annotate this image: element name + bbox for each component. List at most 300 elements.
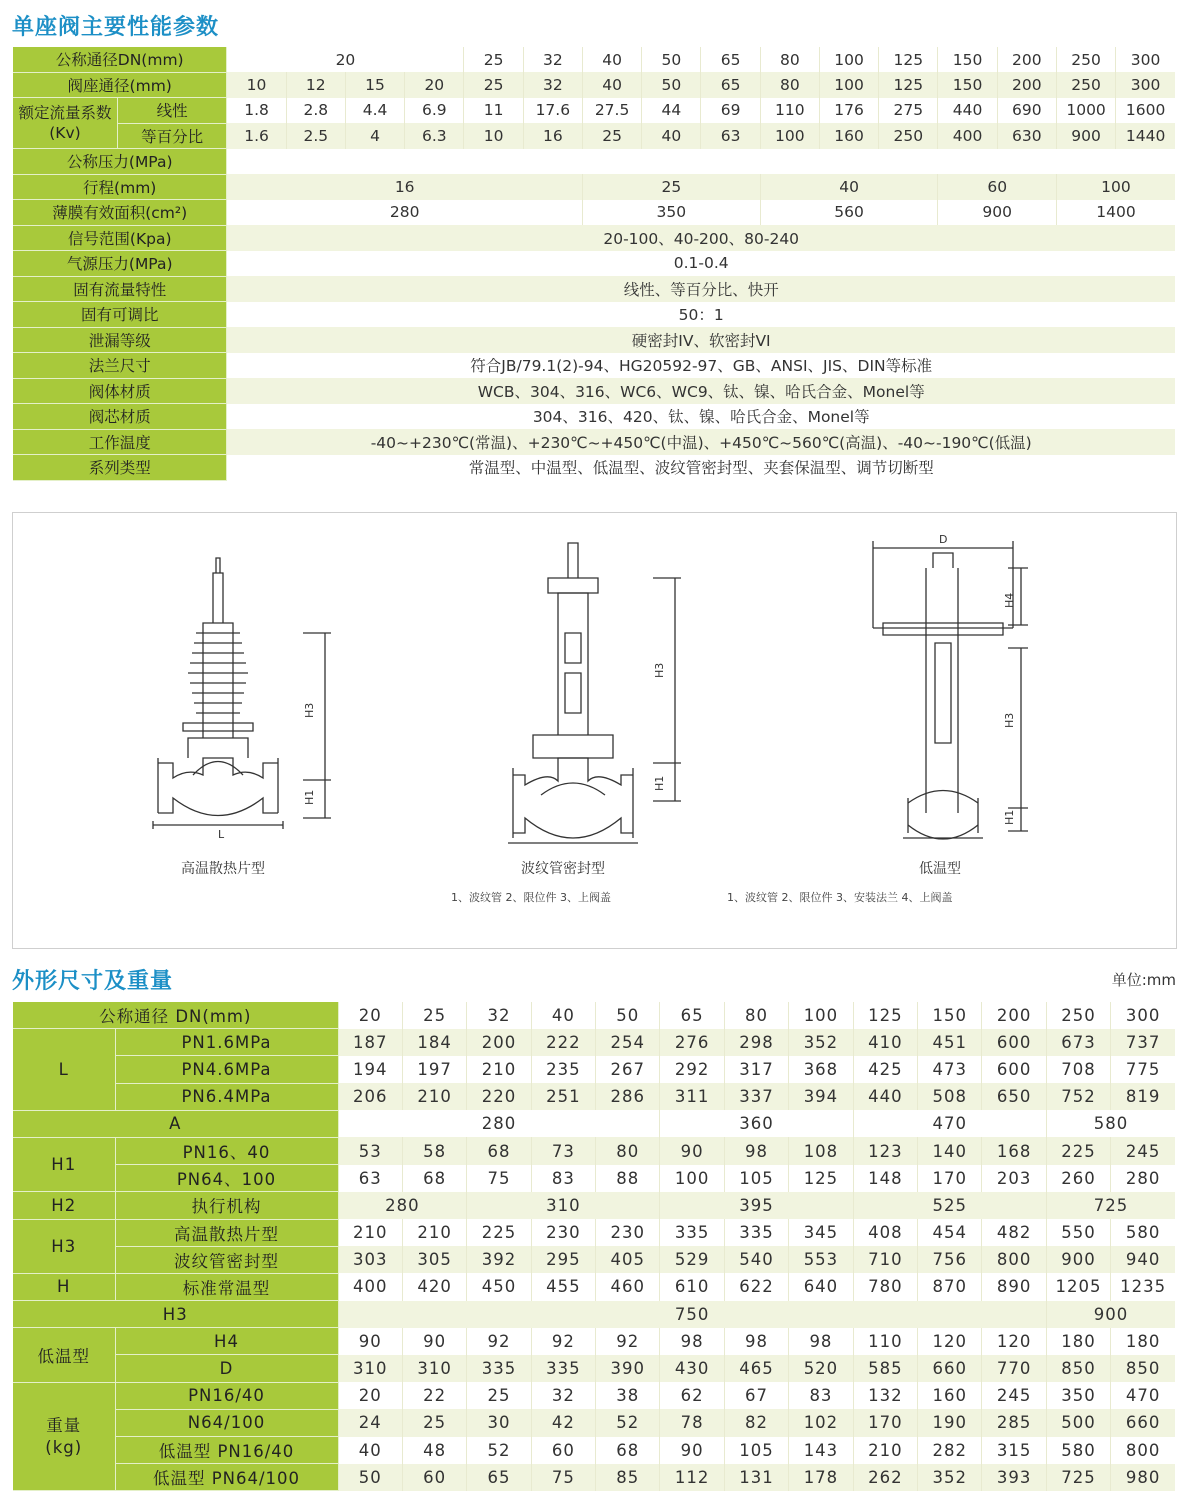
table-cell: 30 xyxy=(467,1409,531,1436)
table-cell: 285 xyxy=(982,1409,1046,1436)
table-cell: 100 xyxy=(819,47,878,72)
table-cell: 980 xyxy=(1111,1464,1175,1491)
row-sub-label: 执行机构 xyxy=(115,1192,338,1219)
group-label: 重量 (kg) xyxy=(13,1382,115,1491)
table-cell: 125 xyxy=(879,47,938,72)
table-cell: 63 xyxy=(701,123,760,149)
row-sub-label: PN16、40 xyxy=(115,1137,338,1164)
table-cell: 170 xyxy=(853,1409,917,1436)
table-cell: 203 xyxy=(982,1165,1046,1192)
table-cell: 88 xyxy=(596,1165,660,1192)
table-cell: 300 xyxy=(1116,47,1175,72)
table-cell: 80 xyxy=(724,1002,788,1029)
table-cell: 317 xyxy=(724,1056,788,1083)
diagram-caption: 波纹管密封型 xyxy=(521,861,605,877)
row-label: 阀体材质 xyxy=(13,378,227,404)
table-cell: 750 xyxy=(338,1301,1046,1328)
table-cell: 68 xyxy=(596,1437,660,1464)
table-cell: 0.1-0.4 xyxy=(227,251,1175,277)
table-cell: 102 xyxy=(789,1409,853,1436)
table-cell: 1.6 xyxy=(227,123,286,149)
table-row xyxy=(13,72,1175,98)
table-cell: 120 xyxy=(918,1328,982,1355)
row-sub-label: 低温型 PN64/100 xyxy=(115,1464,338,1491)
table-cell: 622 xyxy=(724,1273,788,1300)
table-cell: 50 xyxy=(642,72,701,98)
table-cell: 210 xyxy=(338,1219,402,1246)
table-cell: 98 xyxy=(660,1328,724,1355)
table-cell: 673 xyxy=(1046,1029,1110,1056)
table-cell: 600 xyxy=(982,1056,1046,1083)
row-label: 气源压力(MPa) xyxy=(13,251,227,277)
table-cell: 90 xyxy=(660,1137,724,1164)
header-label: 公称通径 DN(mm) xyxy=(13,1002,338,1029)
row-sub-label: D xyxy=(115,1355,338,1382)
table-cell: 262 xyxy=(853,1464,917,1491)
table-cell: 737 xyxy=(1111,1029,1175,1056)
table-cell: 220 xyxy=(467,1083,531,1110)
table-cell: 775 xyxy=(1111,1056,1175,1083)
table-cell: 425 xyxy=(853,1056,917,1083)
table-cell: 300 xyxy=(1111,1002,1175,1029)
table-cell: 17.6 xyxy=(523,98,582,124)
table-cell: 254 xyxy=(596,1029,660,1056)
unit-label: 单位:mm xyxy=(1111,971,1176,989)
table-row xyxy=(13,149,1175,175)
table-cell: 6.9 xyxy=(405,98,464,124)
table-cell: 148 xyxy=(853,1165,917,1192)
table-cell: 65 xyxy=(660,1002,724,1029)
table-cell: 40 xyxy=(760,174,938,200)
table-cell: 112 xyxy=(660,1464,724,1491)
row-sub-label: 线性 xyxy=(117,98,226,124)
table-cell: 337 xyxy=(724,1083,788,1110)
table-row xyxy=(13,404,1175,430)
table-cell: 32 xyxy=(467,1002,531,1029)
table-cell: 310 xyxy=(467,1192,660,1219)
row-label: 公称压力(MPa) xyxy=(13,149,227,175)
row-label: 行程(mm) xyxy=(13,174,227,200)
table-row xyxy=(13,1273,1175,1300)
table-cell: 222 xyxy=(531,1029,595,1056)
row-sub-label: PN16/40 xyxy=(115,1382,338,1409)
table-cell: 350 xyxy=(582,200,760,226)
dim-label: H4 xyxy=(1003,592,1016,608)
table-cell: 1235 xyxy=(1111,1273,1175,1300)
table-cell: 305 xyxy=(402,1246,466,1273)
table-cell: 282 xyxy=(918,1437,982,1464)
table-row xyxy=(13,47,1175,72)
table-cell: 690 xyxy=(997,98,1056,124)
table-cell: 176 xyxy=(819,98,878,124)
table-cell: 280 xyxy=(1111,1165,1175,1192)
table-row xyxy=(13,429,1175,455)
table-cell: 60 xyxy=(531,1437,595,1464)
table-cell: 25 xyxy=(464,72,523,98)
table-cell: 197 xyxy=(402,1056,466,1083)
table-row xyxy=(13,1029,1175,1056)
table-cell: WCB、304、316、WC6、WC9、钛、镍、哈氏合金、Monel等 xyxy=(227,378,1175,404)
table-cell: 230 xyxy=(531,1219,595,1246)
table-cell: 451 xyxy=(918,1029,982,1056)
table-cell: 90 xyxy=(402,1328,466,1355)
dim-label: D xyxy=(939,533,948,546)
table-cell: 100 xyxy=(1056,174,1175,200)
table-cell: 206 xyxy=(338,1083,402,1110)
table-cell: 53 xyxy=(338,1137,402,1164)
table-cell: 280 xyxy=(338,1192,467,1219)
table-cell: 420 xyxy=(402,1273,466,1300)
table-cell: 98 xyxy=(724,1137,788,1164)
table-cell: 90 xyxy=(338,1328,402,1355)
table-cell: 335 xyxy=(531,1355,595,1382)
table-cell: 210 xyxy=(402,1083,466,1110)
table-cell: 75 xyxy=(467,1165,531,1192)
table-cell: 250 xyxy=(1056,72,1115,98)
table-cell: 390 xyxy=(596,1355,660,1382)
table-cell: 780 xyxy=(853,1273,917,1300)
row-sub-label: H4 xyxy=(115,1328,338,1355)
table-cell: 22 xyxy=(402,1382,466,1409)
group-label: H xyxy=(13,1273,115,1300)
row-sub-label: PN6.4MPa xyxy=(115,1083,338,1110)
table-cell: 52 xyxy=(467,1437,531,1464)
table-cell: 11 xyxy=(464,98,523,124)
row-sub-label: PN4.6MPa xyxy=(115,1056,338,1083)
table-cell: 752 xyxy=(1046,1083,1110,1110)
table-cell: 710 xyxy=(853,1246,917,1273)
table-cell: 25 xyxy=(582,174,760,200)
table-cell: 470 xyxy=(853,1110,1046,1137)
table-cell: 311 xyxy=(660,1083,724,1110)
table-cell: 73 xyxy=(531,1137,595,1164)
table-cell: 160 xyxy=(819,123,878,149)
table-cell: 819 xyxy=(1111,1083,1175,1110)
table-cell: 50 xyxy=(338,1464,402,1491)
table-cell: 25 xyxy=(402,1409,466,1436)
table-cell: 67 xyxy=(724,1382,788,1409)
table-cell: 符合JB/79.1(2)-94、HG20592-97、GB、ANSI、JIS、DIN等标准 xyxy=(227,353,1175,379)
table-cell: 123 xyxy=(853,1137,917,1164)
table-cell: 410 xyxy=(853,1029,917,1056)
table-cell: 508 xyxy=(918,1083,982,1110)
table-cell: 105 xyxy=(724,1165,788,1192)
table-cell: 140 xyxy=(918,1137,982,1164)
table-cell: 27.5 xyxy=(582,98,641,124)
table-cell: 580 xyxy=(1046,1437,1110,1464)
table-cell: 16 xyxy=(227,174,583,200)
table-row xyxy=(13,98,1175,124)
performance-table xyxy=(13,47,1175,481)
table-cell: 335 xyxy=(660,1219,724,1246)
table-cell: 200 xyxy=(982,1002,1046,1029)
table-cell: 460 xyxy=(596,1273,660,1300)
table-cell: 280 xyxy=(338,1110,660,1137)
row-label: 固有流量特性 xyxy=(13,276,227,302)
table-cell: 24 xyxy=(338,1409,402,1436)
table-cell: 200 xyxy=(997,47,1056,72)
table-cell: 310 xyxy=(338,1355,402,1382)
table-cell: 276 xyxy=(660,1029,724,1056)
section1-title: 单座阀主要性能参数 xyxy=(12,15,220,40)
table-cell: 708 xyxy=(1046,1056,1110,1083)
table-cell: 800 xyxy=(1111,1437,1175,1464)
table-cell: 335 xyxy=(467,1355,531,1382)
table-cell: 392 xyxy=(467,1246,531,1273)
table-row xyxy=(13,302,1175,328)
table-cell: 32 xyxy=(531,1382,595,1409)
table-cell: 900 xyxy=(1046,1246,1110,1273)
table-cell: 251 xyxy=(531,1083,595,1110)
table-cell: 2.5 xyxy=(286,123,345,149)
table-cell: 275 xyxy=(879,98,938,124)
group-label: H3 xyxy=(13,1219,115,1273)
row-label: 泄漏等级 xyxy=(13,327,227,353)
table-cell: 529 xyxy=(660,1246,724,1273)
dim-label: L xyxy=(218,828,225,841)
table-cell: 44 xyxy=(642,98,701,124)
table-cell: 90 xyxy=(660,1437,724,1464)
table-cell: 482 xyxy=(982,1219,1046,1246)
table-cell: 69 xyxy=(701,98,760,124)
table-cell: 20-100、40-200、80-240 xyxy=(227,225,1175,251)
table-cell: 230 xyxy=(596,1219,660,1246)
table-row xyxy=(13,1437,1175,1464)
row-sub-label: N64/100 xyxy=(115,1409,338,1436)
row-sub-label: 标准常温型 xyxy=(115,1273,338,1300)
table-cell: 132 xyxy=(853,1382,917,1409)
table-cell: 68 xyxy=(402,1165,466,1192)
table-cell: 180 xyxy=(1111,1328,1175,1355)
table-cell: 405 xyxy=(596,1246,660,1273)
table-cell: 92 xyxy=(596,1328,660,1355)
table-row xyxy=(13,1165,1175,1192)
table-cell: 65 xyxy=(701,72,760,98)
table-cell: 352 xyxy=(918,1464,982,1491)
table-cell: 85 xyxy=(596,1464,660,1491)
table-cell: 4 xyxy=(345,123,404,149)
table-cell: 360 xyxy=(660,1110,853,1137)
table-cell: 1.8 xyxy=(227,98,286,124)
table-row xyxy=(13,1464,1175,1491)
table-cell: 68 xyxy=(467,1137,531,1164)
table-cell: 394 xyxy=(789,1083,853,1110)
table-cell: 150 xyxy=(918,1002,982,1029)
table-cell: 450 xyxy=(467,1273,531,1300)
table-cell: 310 xyxy=(402,1355,466,1382)
table-cell: 硬密封IV、软密封VI xyxy=(227,327,1175,353)
table-cell: 40 xyxy=(582,72,641,98)
table-cell: 110 xyxy=(760,98,819,124)
table-row xyxy=(13,251,1175,277)
table-cell: 1205 xyxy=(1046,1273,1110,1300)
table-cell: 900 xyxy=(938,200,1057,226)
table-cell: 48 xyxy=(402,1437,466,1464)
row-sub-label: PN1.6MPa xyxy=(115,1029,338,1056)
table-cell: 92 xyxy=(467,1328,531,1355)
table-cell: 82 xyxy=(724,1409,788,1436)
table-cell: 65 xyxy=(701,47,760,72)
diagram-note: 1、波纹管 2、限位件 3、安装法兰 4、上阀盖 xyxy=(727,891,953,904)
table-cell: 16 xyxy=(523,123,582,149)
table-cell: 440 xyxy=(938,98,997,124)
table-cell: 473 xyxy=(918,1056,982,1083)
table-cell: 32 xyxy=(523,72,582,98)
table-cell: 10 xyxy=(227,72,286,98)
table-cell: 125 xyxy=(879,72,938,98)
table-cell: 525 xyxy=(853,1192,1046,1219)
table-cell: 660 xyxy=(918,1355,982,1382)
table-row xyxy=(13,1083,1175,1110)
table-cell: 50：1 xyxy=(227,302,1175,328)
table-cell: 540 xyxy=(724,1246,788,1273)
table-cell: 80 xyxy=(760,47,819,72)
table-cell: 440 xyxy=(853,1083,917,1110)
table-row xyxy=(13,1246,1175,1273)
table-cell: 315 xyxy=(982,1437,1046,1464)
table-cell: 40 xyxy=(642,123,701,149)
table-cell: 20 xyxy=(227,47,464,72)
table-cell: 32 xyxy=(523,47,582,72)
table-row xyxy=(13,1002,1175,1029)
table-row xyxy=(13,1409,1175,1436)
group-label: L xyxy=(13,1029,115,1111)
table-cell: 298 xyxy=(724,1029,788,1056)
table-row xyxy=(13,123,1175,149)
table-row xyxy=(13,353,1175,379)
table-cell: 15 xyxy=(345,72,404,98)
table-cell: 98 xyxy=(724,1328,788,1355)
table-cell: 368 xyxy=(789,1056,853,1083)
table-cell: 10 xyxy=(464,123,523,149)
table-cell: 60 xyxy=(402,1464,466,1491)
table-cell: 190 xyxy=(918,1409,982,1436)
table-cell: 40 xyxy=(338,1437,402,1464)
table-cell: 292 xyxy=(660,1056,724,1083)
table-row xyxy=(13,327,1175,353)
table-cell: 80 xyxy=(596,1137,660,1164)
table-row xyxy=(13,1301,1175,1328)
low-temp-valve-drawing xyxy=(873,541,1028,839)
table-cell: 25 xyxy=(467,1382,531,1409)
table-cell: 6.3 xyxy=(405,123,464,149)
row-label: 阀座通径(mm) xyxy=(13,72,227,98)
table-cell: 800 xyxy=(982,1246,1046,1273)
table-cell: 890 xyxy=(982,1273,1046,1300)
row-label: A xyxy=(13,1110,338,1137)
table-cell: 4.4 xyxy=(345,98,404,124)
table-cell: 455 xyxy=(531,1273,595,1300)
table-row xyxy=(13,200,1175,226)
table-cell: 75 xyxy=(531,1464,595,1491)
table-cell: 100 xyxy=(660,1165,724,1192)
dim-label: H3 xyxy=(653,662,666,678)
table-cell: 100 xyxy=(819,72,878,98)
table-row xyxy=(13,1192,1175,1219)
row-label: 系列类型 xyxy=(13,455,227,481)
table-cell: 105 xyxy=(724,1437,788,1464)
row-sub-label: 高温散热片型 xyxy=(115,1219,338,1246)
table-cell: 60 xyxy=(938,174,1057,200)
table-row xyxy=(13,1219,1175,1246)
table-cell: 350 xyxy=(1046,1382,1110,1409)
table-cell: 38 xyxy=(596,1382,660,1409)
group-label: H1 xyxy=(13,1137,115,1191)
table-cell: 304、316、420、钛、镍、哈氏合金、Monel等 xyxy=(227,404,1175,430)
table-cell: 940 xyxy=(1111,1246,1175,1273)
table-cell: 常温型、中温型、低温型、波纹管密封型、夹套保温型、调节切断型 xyxy=(227,455,1175,481)
table-cell: 120 xyxy=(982,1328,1046,1355)
diagram-caption: 高温散热片型 xyxy=(181,861,265,877)
table-cell: 150 xyxy=(938,47,997,72)
table-cell: 78 xyxy=(660,1409,724,1436)
table-cell: 245 xyxy=(1111,1137,1175,1164)
table-cell: 900 xyxy=(1056,123,1115,149)
table-cell: 1000 xyxy=(1056,98,1115,124)
table-cell: 850 xyxy=(1046,1355,1110,1382)
table-cell: 187 xyxy=(338,1029,402,1056)
table-cell: 335 xyxy=(724,1219,788,1246)
table-cell: 110 xyxy=(853,1328,917,1355)
table-row xyxy=(13,1137,1175,1164)
row-group-label: 额定流量系数(Kv) xyxy=(13,98,117,149)
table-cell: 660 xyxy=(1111,1409,1175,1436)
table-cell: 184 xyxy=(402,1029,466,1056)
dim-label: H1 xyxy=(1003,809,1016,825)
table-row xyxy=(13,225,1175,251)
table-row xyxy=(13,378,1175,404)
dim-label: H3 xyxy=(1003,712,1016,728)
table-cell: 900 xyxy=(1046,1301,1175,1328)
table-cell: 345 xyxy=(789,1219,853,1246)
table-cell: 25 xyxy=(582,123,641,149)
table-cell: 200 xyxy=(467,1029,531,1056)
table-cell: 725 xyxy=(1046,1192,1175,1219)
table-cell: 225 xyxy=(1046,1137,1110,1164)
table-cell: 25 xyxy=(464,47,523,72)
table-cell: 92 xyxy=(531,1328,595,1355)
table-cell: 52 xyxy=(596,1409,660,1436)
table-cell: 40 xyxy=(531,1002,595,1029)
dimensions-weight-table xyxy=(13,1002,1175,1491)
table-cell: 100 xyxy=(760,123,819,149)
dim-label: H1 xyxy=(653,775,666,791)
table-cell: 756 xyxy=(918,1246,982,1273)
table-row xyxy=(13,276,1175,302)
section2-title: 外形尺寸及重量 xyxy=(12,969,174,994)
table-cell: 42 xyxy=(531,1409,595,1436)
table-row xyxy=(13,1355,1175,1382)
table-cell: 600 xyxy=(982,1029,1046,1056)
table-cell: 150 xyxy=(938,72,997,98)
table-cell: 125 xyxy=(789,1165,853,1192)
table-cell: 725 xyxy=(1046,1464,1110,1491)
row-label: H3 xyxy=(13,1301,338,1328)
table-cell: 83 xyxy=(531,1165,595,1192)
table-cell: 580 xyxy=(1111,1219,1175,1246)
table-cell: 100 xyxy=(789,1002,853,1029)
table-cell: 62 xyxy=(660,1382,724,1409)
table-cell: 470 xyxy=(1111,1382,1175,1409)
table-cell: 430 xyxy=(660,1355,724,1382)
table-cell: 194 xyxy=(338,1056,402,1083)
table-cell: 286 xyxy=(596,1083,660,1110)
table-cell: 267 xyxy=(596,1056,660,1083)
row-sub-label: 低温型 PN16/40 xyxy=(115,1437,338,1464)
table-cell: 线性、等百分比、快开 xyxy=(227,276,1175,302)
table-cell: 170 xyxy=(918,1165,982,1192)
row-label: 法兰尺寸 xyxy=(13,353,227,379)
